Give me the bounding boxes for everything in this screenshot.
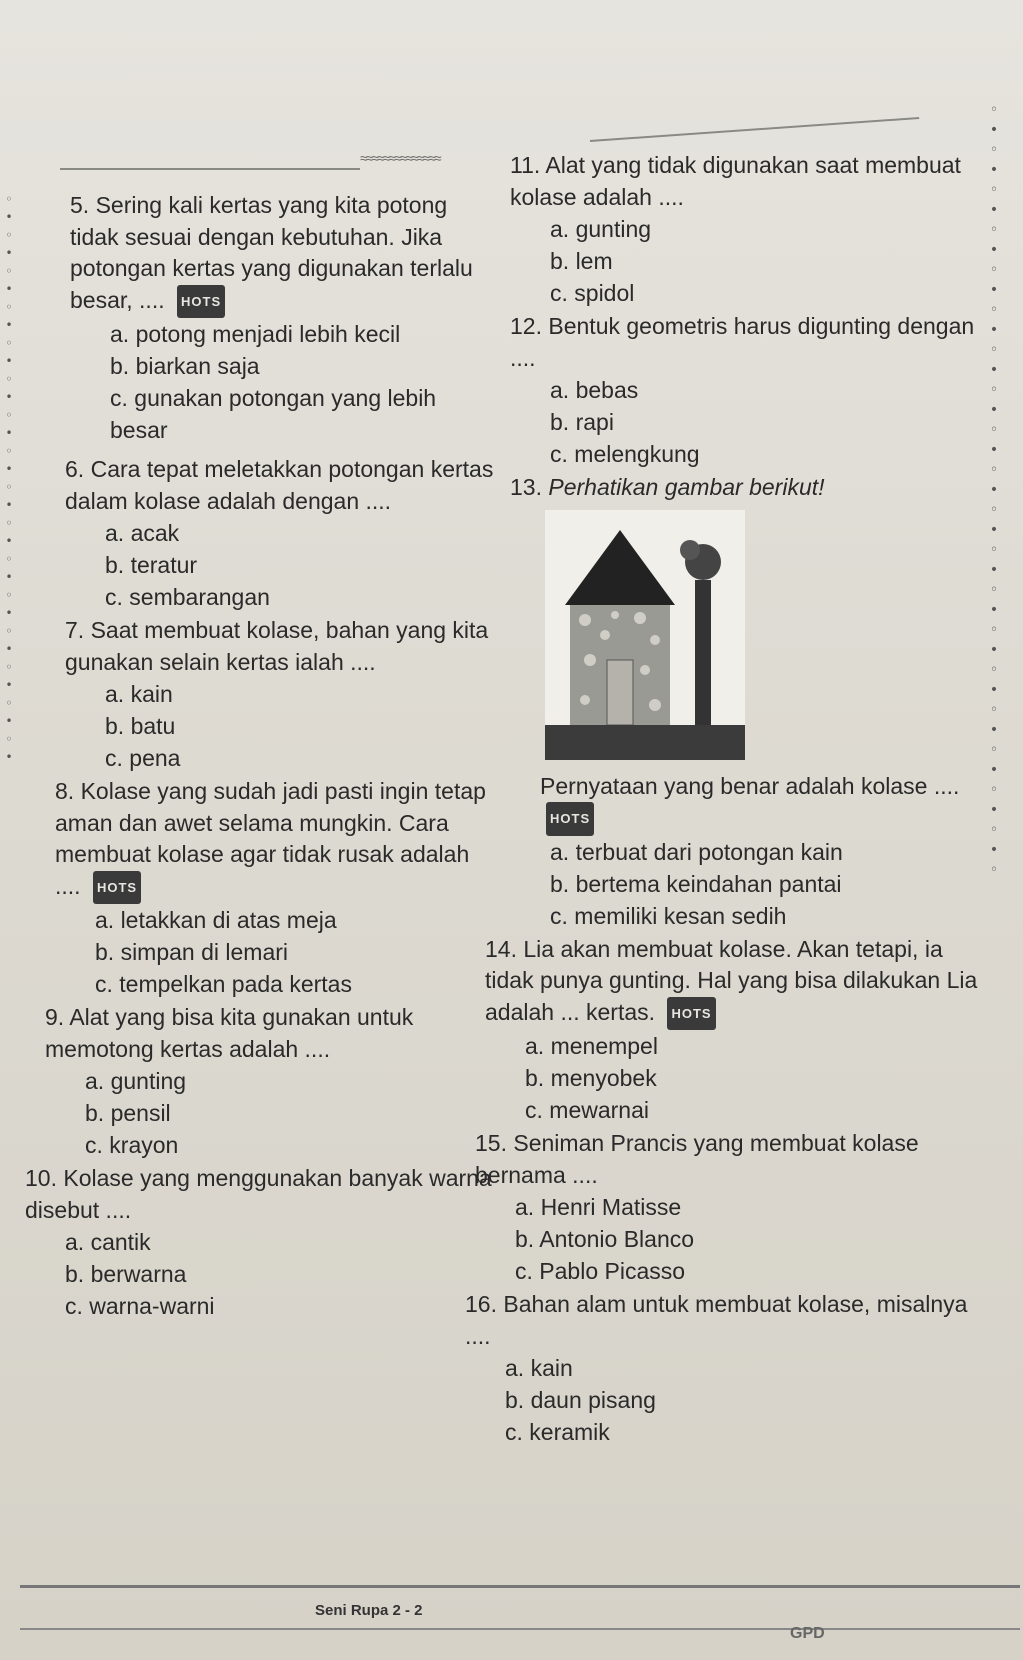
option-a[interactable]: a. kain (505, 1355, 573, 1382)
house-collage-image (545, 510, 980, 765)
option-a[interactable]: a. bebas (550, 377, 639, 403)
option-c[interactable]: c. tempelkan pada kertas (95, 971, 352, 998)
hots-badge: HOTS (93, 871, 141, 905)
question-stem (465, 1289, 980, 1352)
question-number: 8. (55, 778, 75, 805)
header-wavy-ornament: ≈≈≈≈≈≈≈≈≈≈≈≈≈≈ (360, 150, 440, 166)
question-stem (475, 1128, 980, 1191)
option-b[interactable]: b. lem (550, 248, 613, 274)
option-a[interactable]: a. potong menjadi lebih kecil (110, 321, 401, 348)
question-text: Bahan alam untuk membuat kolase, misalnya .... (465, 1291, 968, 1349)
header-rule (60, 168, 360, 170)
question-9 (45, 1002, 495, 1161)
question-14 (485, 934, 980, 1127)
question-stem (25, 1163, 495, 1226)
page-mark: GPD (790, 1625, 825, 1642)
question-text: Saat membuat kolase, bahan yang kita gunakan selain kertas ialah .... (65, 617, 489, 675)
option-b[interactable]: b. biarkan saja (110, 353, 260, 380)
question-stem (45, 1002, 495, 1065)
option-a[interactable]: a. kain (105, 681, 173, 708)
question-6 (55, 454, 495, 613)
question-stem (70, 190, 495, 318)
left-question-column (25, 190, 495, 1324)
option-a[interactable]: a. Henri Matisse (515, 1194, 682, 1221)
question-number: 7. (65, 617, 85, 644)
right-border-ornament: ◦ • ◦ • ◦ • ◦ • ◦ • ◦ • ◦ • ◦ • ◦ • ◦ • ◦ • ◦ • ◦ • ◦ • ◦ • ◦ • ◦ • ◦ • ◦ • ◦ (989, 102, 999, 878)
question-number: 9. (45, 1004, 65, 1031)
footer-rule (20, 1585, 1020, 1630)
question-stem (65, 454, 495, 517)
question-13 (510, 472, 980, 932)
option-c[interactable]: c. warna-warni (65, 1293, 215, 1320)
option-c[interactable]: c. spidol (550, 280, 635, 306)
option-b[interactable]: b. berwarna (65, 1261, 187, 1288)
option-a[interactable]: a. acak (105, 520, 180, 547)
header-rule-right (590, 117, 919, 142)
option-a[interactable]: a. gunting (85, 1068, 187, 1095)
question-text: Cara tepat meletakkan potongan kertas dalam kolase adalah dengan .... (65, 456, 494, 514)
left-border-ornament: ◦ • ◦ • ◦ • ◦ • ◦ • ◦ • ◦ • ◦ • ◦ • ◦ • ◦ • ◦ • ◦ • ◦ • ◦ • ◦ • (5, 192, 13, 764)
option-c[interactable]: c. gunakan potongan yang lebih besar (110, 385, 437, 444)
option-c[interactable]: c. sembarangan (105, 584, 270, 611)
option-b[interactable]: b. menyobek (525, 1065, 657, 1092)
question-15 (475, 1128, 980, 1287)
house-collage-icon (545, 510, 745, 760)
option-c[interactable]: c. melengkung (550, 441, 700, 467)
option-b[interactable]: b. teratur (105, 552, 198, 579)
question-8 (55, 776, 495, 1000)
option-b[interactable]: b. daun pisang (505, 1387, 656, 1414)
option-b[interactable]: b. bertema keindahan pantai (550, 870, 842, 897)
question-stem (510, 311, 980, 374)
question-number: 11. (510, 152, 541, 178)
option-a[interactable]: a. menempel (525, 1033, 658, 1060)
question-number: 15. (475, 1130, 507, 1157)
option-c[interactable]: c. pena (105, 745, 181, 772)
question-text: Kolase yang menggunakan banyak warna disebut .... (25, 1165, 492, 1223)
question-text: Seniman Prancis yang membuat kolase bernama .... (475, 1130, 919, 1188)
option-c[interactable]: c. Pablo Picasso (515, 1258, 686, 1285)
question-number: 13. (510, 474, 542, 500)
footer-subject: Seni Rupa 2 - 2 (315, 1602, 423, 1619)
question-text-2: Pernyataan yang benar adalah kolase .... (540, 772, 960, 799)
question-stem (485, 934, 980, 1031)
right-question-column (465, 150, 980, 1450)
question-16 (465, 1289, 980, 1448)
option-a[interactable]: a. gunting (550, 216, 652, 242)
question-text: Alat yang bisa kita gunakan untuk memotong kertas adalah .... (45, 1004, 414, 1062)
option-c[interactable]: c. memiliki kesan sedih (550, 902, 787, 929)
option-b[interactable]: b. Antonio Blanco (515, 1226, 695, 1253)
question-stem (65, 615, 495, 678)
question-10 (25, 1163, 495, 1322)
option-a[interactable]: a. cantik (65, 1229, 151, 1256)
option-c[interactable]: c. keramik (505, 1419, 610, 1446)
question-number: 10. (25, 1165, 57, 1192)
question-number: 16. (465, 1291, 497, 1318)
question-7 (55, 615, 495, 774)
question-text: Bentuk geometris harus digunting dengan .... (510, 313, 975, 371)
question-number: 6. (65, 456, 85, 483)
question-11 (510, 150, 980, 309)
question-stem-2 (510, 771, 980, 836)
question-text: Kolase yang sudah jadi pasti ingin tetap aman dan awet selama mungkin. Cara membuat kolase agar tidak rusak adalah .... (55, 778, 486, 899)
question-number: 5. (70, 192, 90, 218)
question-stem (55, 776, 495, 904)
question-text: Perhatikan gambar berikut! (548, 474, 825, 500)
hots-badge: HOTS (546, 802, 594, 836)
option-c[interactable]: c. krayon (85, 1132, 179, 1159)
question-text: Lia akan membuat kolase. Akan tetapi, ia tidak punya gunting. Hal yang bisa dilakukan Lia adalah ... kertas. (485, 935, 978, 1025)
question-12 (510, 311, 980, 470)
question-stem (510, 472, 980, 504)
option-a[interactable]: a. letakkan di atas meja (95, 907, 337, 934)
option-b[interactable]: b. rapi (550, 409, 614, 435)
option-b[interactable]: b. pensil (85, 1100, 171, 1127)
question-stem (510, 150, 980, 213)
option-b[interactable]: b. batu (105, 713, 176, 740)
option-b[interactable]: b. simpan di lemari (95, 939, 289, 966)
hots-badge: HOTS (177, 285, 225, 319)
question-number: 12. (510, 313, 542, 339)
question-5 (55, 190, 495, 446)
question-text: Sering kali kertas yang kita potong tidak sesuai dengan kebutuhan. Jika potongan kertas yang digunakan terlalu besar, .... (70, 192, 473, 313)
question-number: 14. (485, 935, 517, 962)
option-a[interactable]: a. terbuat dari potongan kain (550, 838, 843, 865)
question-text: Alat yang tidak digunakan saat membuat kolase adalah .... (510, 152, 961, 210)
hots-badge: HOTS (667, 997, 715, 1031)
option-c[interactable]: c. mewarnai (525, 1097, 649, 1124)
